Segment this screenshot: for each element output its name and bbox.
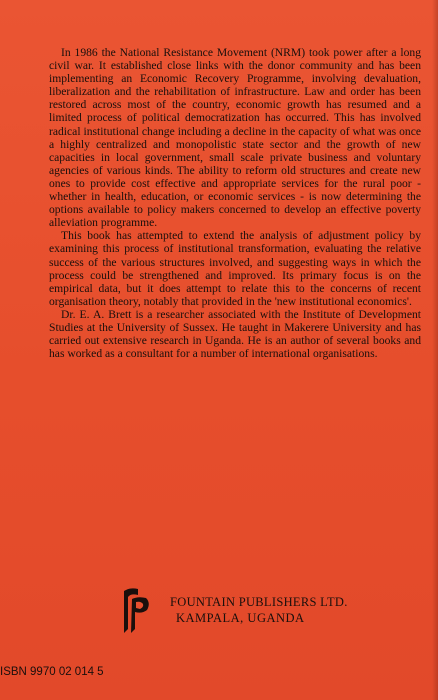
publisher-city: KAMPALA, UGANDA [176,611,305,625]
blurb-paragraph-1: In 1986 the National Resistance Movement (NRM) took power after a long civil war. It established close links with the donor community and has been implementing an Economic Recovery Programme, involving devaluation, liberalization and the rehabilitation of infrastructure. Law and order has been restored across most of the country, economic growth has resumed and a limited process of political democratization has occurred. This has involved radical institutional change including a decline in the capacity of what was once a highly centralized and monopolistic state sector and the growth of new capacities in local government, small scale private business and voluntary agencies of various kinds. The ability to reform old structures and create new ones to provide cost effective and appropriate services for the rural poor - whether in health, education, or economic services - is now determining the options available to policy makers concerned to develop an effective poverty alleviation programme. [49,46,421,230]
publisher-block [118,585,378,645]
isbn-number: ISBN 9970 02 014 5 [0,666,104,678]
blurb-paragraph-2: This book has attempted to extend the analysis of adjustment policy by examining this process of institutional transformation, evaluating the relative success of the various structures involved, and suggesting ways in which the process could be strengthened and improved. Its primary focus is on the empirical data, but it does attempt to relate this to the concerns of recent organisation theory, notably that provided in the 'new institutional economics'. [49,229,421,308]
blurb-paragraph-3: Dr. E. A. Brett is a researcher associated with the Institute of Development Studies at the University of Sussex. He taught in Makerere University and has carried out extensive research in Uganda. He is an author of several books and has worked as a consultant for a number of international organisations. [49,307,421,361]
cover-edge-shadow [432,0,438,700]
publisher-name: FOUNTAIN PUBLISHERS LTD. [170,595,348,609]
blurb-text [49,46,421,360]
fountain-publishers-logo-icon [118,585,152,635]
